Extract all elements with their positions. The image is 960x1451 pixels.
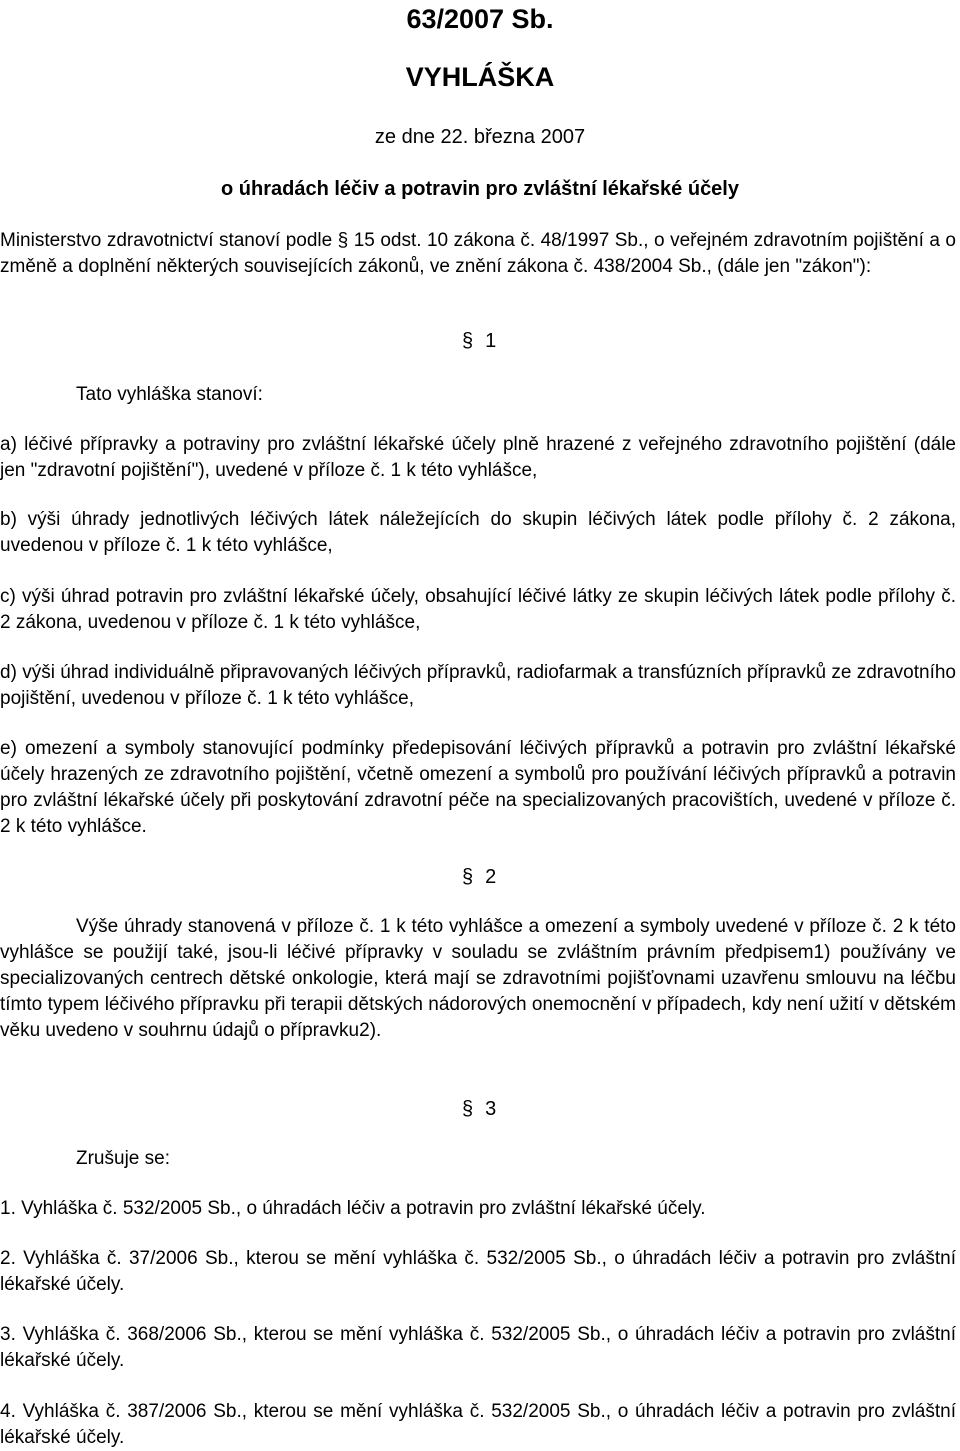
section-2-paragraph: Výše úhrady stanovená v příloze č. 1 k této vyhlášce a omezení a symboly uvedené v příloze č. 2 k této vyhlášce se použijí také, jsou-li léčivé přípravky v souladu se zvláštním právním předpisem1) používány ve specializovaných centrech dětské onkologie, která mají se zdravotními pojišťovnami uzavřenu smlouvu na léčbu tímto typem léčivého přípravku při terapii dětských nádorových onemocnění v případech, kdy není užití v dětském věku uvedeno v souhrnu údajů o přípravku2). xyxy=(0,916,956,1041)
section-1-item-e: e) omezení a symboly stanovující podmínky předepisování léčivých přípravků a potravin pro zvláštní lékařské účely hrazených ze zdravotního pojištění, včetně omezení a symbolů pro používání léčivých přípravků a potravin pro zvláštní lékařské účely při poskytování zdravotní péče na specializovaných pracovištích, uvedené v příloze č. 2 k této vyhlášce. xyxy=(0,738,956,837)
section-1-item-a: a) léčivé přípravky a potraviny pro zvláštní lékařské účely plně hrazené z veřejného zdravotního pojištění (dále jen "zdravotní pojištění"), uvedené v příloze č. 1 k této vyhlášce, xyxy=(0,434,956,481)
repeal-item: 4. Vyhláška č. 387/2006 Sb., kterou se mění vyhláška č. 532/2005 Sb., o úhradách léčiv a potravin pro zvláštní lékařské účely. xyxy=(0,1401,956,1448)
section-3-heading xyxy=(462,1096,496,1122)
repeal-item: 1. Vyhláška č. 532/2005 Sb., o úhradách léčiv a potravin pro zvláštní lékařské účely. xyxy=(0,1198,706,1219)
repeal-item: 3. Vyhláška č. 368/2006 Sb., kterou se mění vyhláška č. 532/2005 Sb., o úhradách léčiv a potravin pro zvláštní lékařské účely. xyxy=(0,1324,956,1371)
section-1-item-b: b) výši úhrady jednotlivých léčivých látek náležejících do skupin léčivých látek podle přílohy č. 2 zákona, uvedenou v příloze č. 1 k této vyhlášce, xyxy=(0,509,956,556)
section-symbol: § xyxy=(462,1098,474,1120)
section-number: 2 xyxy=(485,866,497,888)
section-2-heading xyxy=(462,864,496,890)
section-number: 1 xyxy=(485,330,497,352)
section-symbol: § xyxy=(462,330,474,352)
section-number: 3 xyxy=(485,1098,497,1120)
repeal-item: 2. Vyhláška č. 37/2006 Sb., kterou se mění vyhláška č. 532/2005 Sb., o úhradách léčiv a potravin pro zvláštní lékařské účely. xyxy=(0,1248,956,1295)
section-1-intro: Tato vyhláška stanoví: xyxy=(76,384,263,405)
section-1-item-d: d) výši úhrad individuálně připravovaných léčivých přípravků, radiofarmak a transfúzních přípravků ze zdravotního pojištění, uvedenou v příloze č. 1 k této vyhlášce, xyxy=(0,662,956,709)
document-date: ze dne 22. března 2007 xyxy=(374,126,586,148)
document-type: VYHLÁŠKA xyxy=(405,62,555,92)
document-title: o úhradách léčiv a potravin pro zvláštní lékařské účely xyxy=(221,178,739,200)
section-symbol: § xyxy=(462,866,474,888)
section-1-heading xyxy=(462,328,496,354)
document-number: 63/2007 Sb. xyxy=(406,4,554,34)
section-3-intro: Zrušuje se: xyxy=(76,1148,170,1169)
section-1-item-c: c) výši úhrad potravin pro zvláštní lékařské účely, obsahující léčivé látky ze skupin léčivých látek podle přílohy č. 2 zákona, uvedenou v příloze č. 1 k této vyhlášce, xyxy=(0,586,956,633)
preamble-paragraph: Ministerstvo zdravotnictví stanoví podle § 15 odst. 10 zákona č. 48/1997 Sb., o veřejném zdravotním pojištění a o změně a doplnění některých souvisejících zákonů, ve znění zákona č. 438/2004 Sb., (dále jen "zákon"): xyxy=(0,230,956,277)
